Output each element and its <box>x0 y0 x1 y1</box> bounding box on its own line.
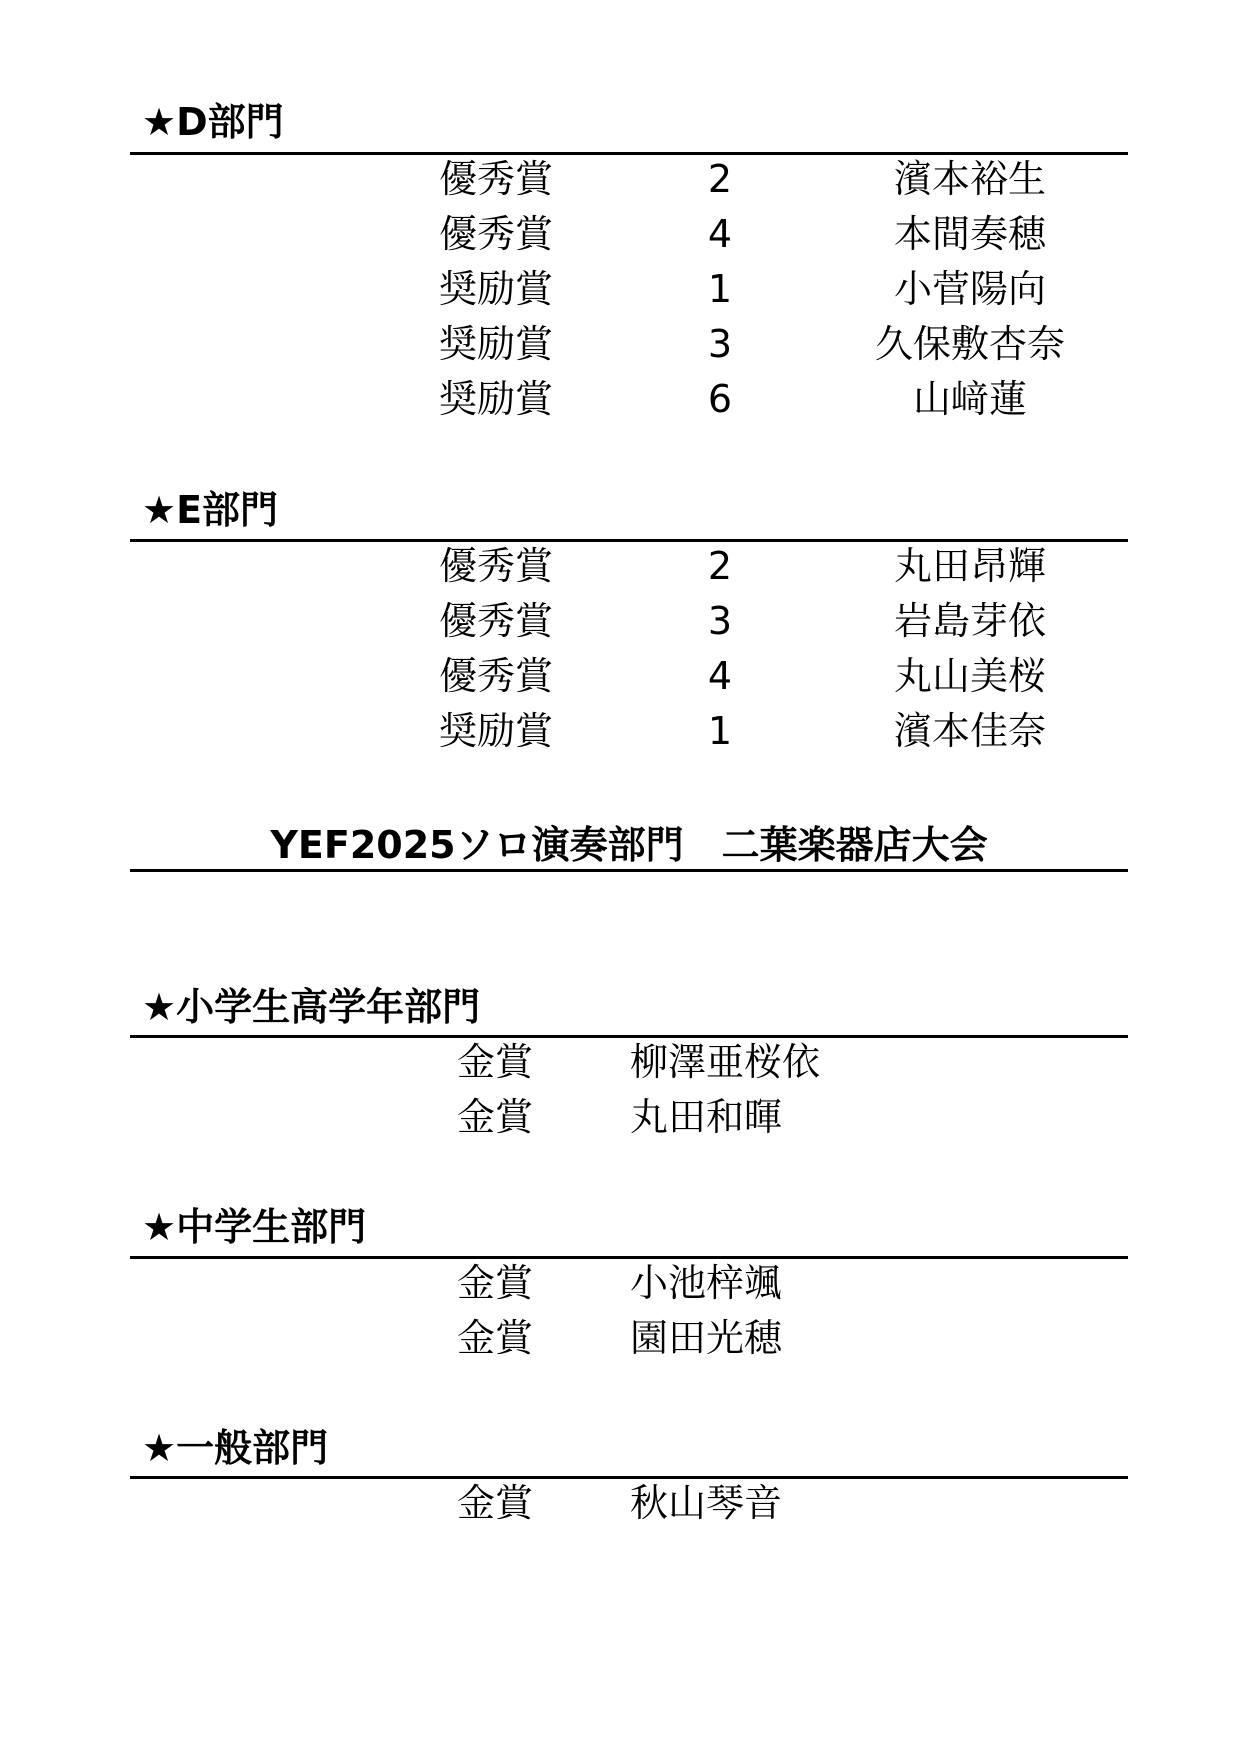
award-label: 金賞 <box>456 1040 533 1084</box>
result-row <box>0 649 1241 703</box>
winner-name: 山﨑蓮 <box>912 377 1027 421</box>
entry-number: 3 <box>707 599 733 643</box>
entry-number: 4 <box>707 654 733 698</box>
winner-name: 濱本裕生 <box>893 157 1046 201</box>
entry-number: 1 <box>707 709 733 753</box>
award-label: 優秀賞 <box>438 544 553 588</box>
winner-name: 岩島芽依 <box>893 599 1046 643</box>
winner-name: 小菅陽向 <box>893 267 1046 311</box>
award-label: 奨励賞 <box>438 709 553 753</box>
award-label: 優秀賞 <box>438 212 553 256</box>
result-row <box>0 207 1241 261</box>
event-title: YEF2025ソロ演奏部門 二葉楽器店大会 <box>270 823 988 867</box>
section-heading-junior-high: ★中学生部門 <box>142 1205 367 1249</box>
entry-number: 1 <box>707 267 733 311</box>
entry-number: 4 <box>707 212 733 256</box>
result-row <box>0 317 1241 371</box>
result-row <box>0 594 1241 648</box>
award-label: 金賞 <box>456 1095 533 1139</box>
winner-name: 丸山美桜 <box>893 654 1046 698</box>
winner-name: 丸田和暉 <box>630 1095 783 1139</box>
section-heading-d: ★D部門 <box>142 100 284 144</box>
winner-name: 秋山琴音 <box>630 1481 783 1525</box>
section-heading-general: ★一般部門 <box>142 1426 329 1470</box>
entry-number: 2 <box>707 157 733 201</box>
winner-name: 久保敷杏奈 <box>874 322 1065 366</box>
award-label: 奨励賞 <box>438 267 553 311</box>
result-row <box>0 152 1241 206</box>
award-label: 金賞 <box>456 1261 533 1305</box>
winner-name: 本間奏穂 <box>893 212 1046 256</box>
award-label: 金賞 <box>456 1481 533 1525</box>
winner-name: 丸田昂輝 <box>893 544 1046 588</box>
section-heading-elementary: ★小学生高学年部門 <box>142 985 481 1029</box>
section-heading-e: ★E部門 <box>142 488 279 532</box>
entry-number: 3 <box>707 322 733 366</box>
result-row <box>0 372 1241 426</box>
result-row <box>0 704 1241 758</box>
result-row <box>0 1311 1241 1365</box>
result-row <box>0 539 1241 593</box>
result-row <box>0 1256 1241 1310</box>
result-row <box>0 262 1241 316</box>
result-row <box>0 1090 1241 1144</box>
entry-number: 6 <box>707 377 733 421</box>
winner-name: 園田光穂 <box>630 1316 783 1360</box>
award-label: 優秀賞 <box>438 157 553 201</box>
award-label: 奨励賞 <box>438 377 553 421</box>
award-label: 優秀賞 <box>438 599 553 643</box>
award-label: 奨励賞 <box>438 322 553 366</box>
winner-name: 濱本佳奈 <box>893 709 1046 753</box>
result-row <box>0 1035 1241 1089</box>
entry-number: 2 <box>707 544 733 588</box>
title-rule <box>130 869 1128 872</box>
award-label: 優秀賞 <box>438 654 553 698</box>
result-row <box>0 1476 1241 1530</box>
winner-name: 小池梓颯 <box>630 1261 783 1305</box>
award-label: 金賞 <box>456 1316 533 1360</box>
winner-name: 柳澤亜桜依 <box>630 1040 821 1084</box>
